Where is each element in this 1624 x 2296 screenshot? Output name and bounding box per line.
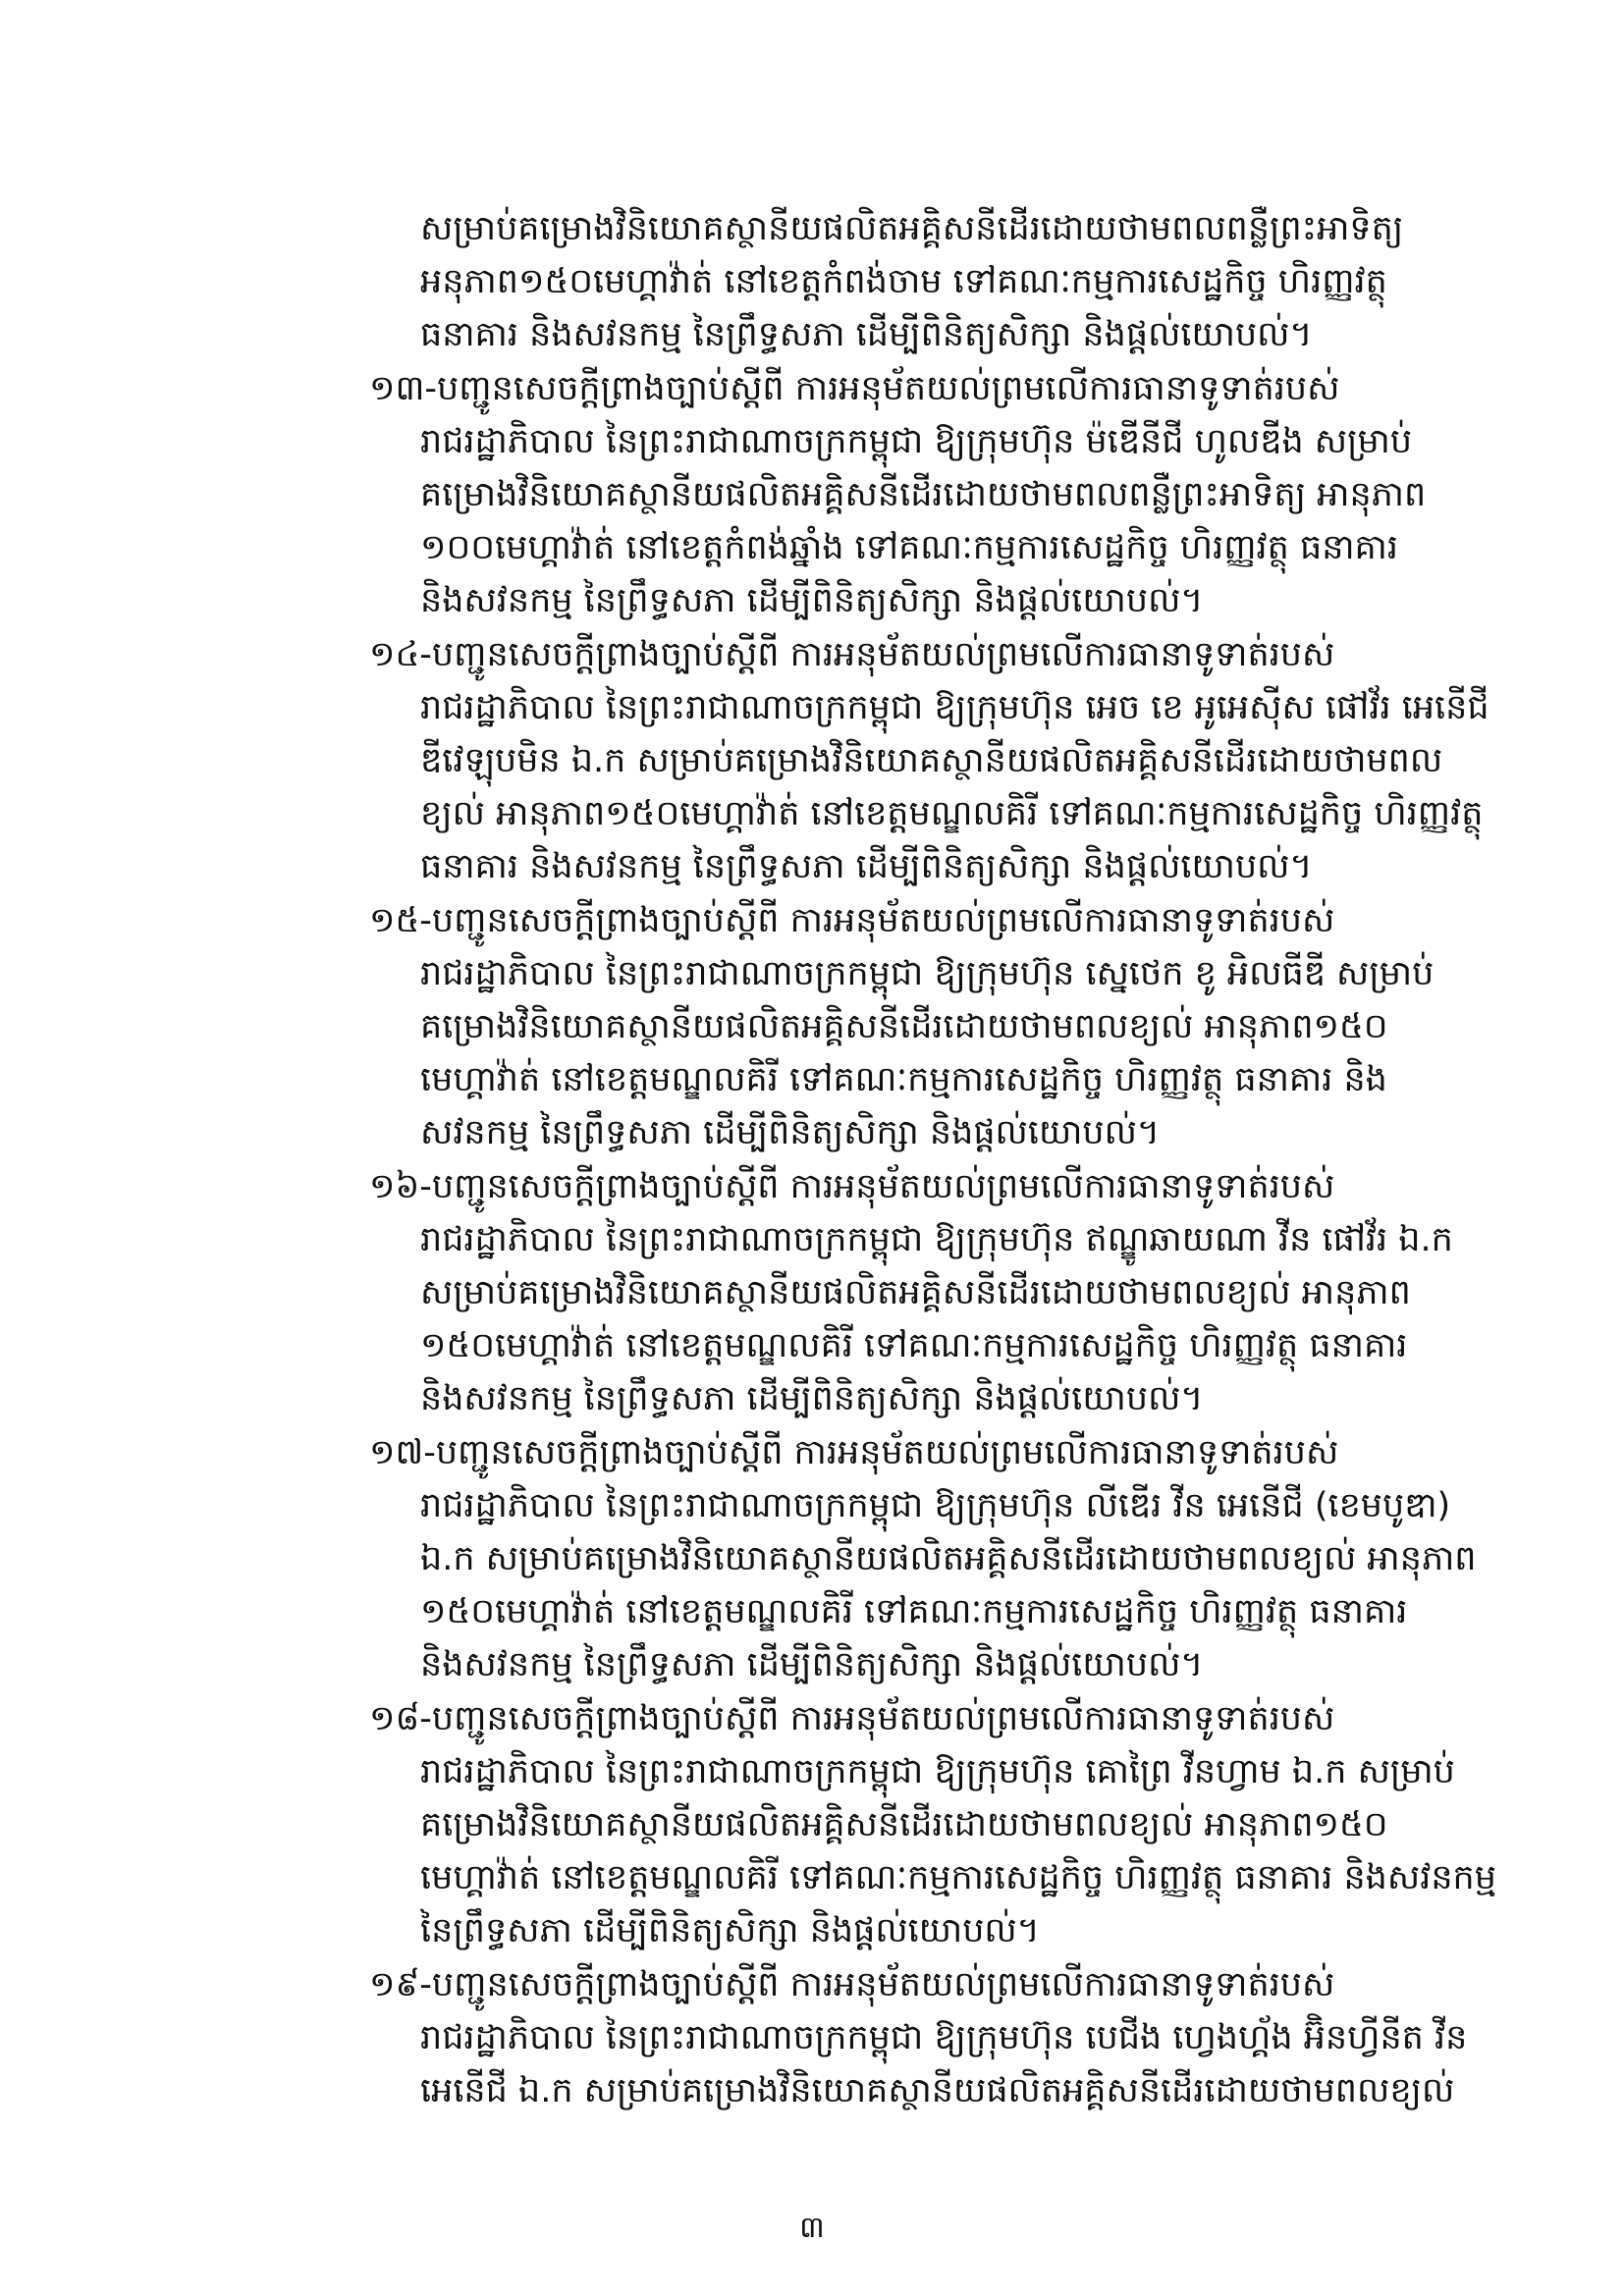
text-line: ១៩-បញ្ជូនសេចក្តីព្រាងច្បាប់ស្តីពី ការអនុម័តយល់ព្រមលើការធានាទូទាត់របស់: [369, 1965, 1335, 2004]
text-line: និងសវនកម្ម នៃព្រឹទ្ធសភា ដើម្បីពិនិត្យសិក្សា និងផ្តល់យោបល់។: [420, 581, 1204, 620]
text-line: ឌីវេឡុបមិន ឯ.ក សម្រាប់គម្រោងវិនិយោគស្ថានីយផលិតអគ្គិសនីដើរដោយថាមពល: [420, 741, 1443, 780]
text-line: ១៨-បញ្ជូនសេចក្តីព្រាងច្បាប់ស្តីពី ការអនុម័តយល់ព្រមលើការធានាទូទាត់របស់: [369, 1699, 1335, 1738]
text-line: រាជរដ្ឋាភិបាល នៃព្រះរាជាណាចក្រកម្ពុជា ឱ្យក្រុមហ៊ុន គោព្រៃ វីនហ្វាម ឯ.ក សម្រាប់: [420, 1752, 1455, 1791]
text-line: រាជរដ្ឋាភិបាល នៃព្រះរាជាណាចក្រកម្ពុជា ឱ្យក្រុមហ៊ុន ឥណ្ឌូឆាយណា វីន ផៅវ័រ ឯ.ក: [420, 1220, 1453, 1259]
text-line: នៃព្រឹទ្ធសភា ដើម្បីពិនិត្យសិក្សា និងផ្តល់យោបល់។: [420, 1911, 1040, 1950]
text-line: ខ្យល់ អានុភាព១៥០មេហ្គាវ៉ាត់ នៅខេត្តមណ្ឌលគិរី ទៅគណៈកម្មការសេដ្ឋកិច្ច ហិរញ្ញវត្ថុ: [420, 794, 1484, 833]
text-line: សវនកម្ម នៃព្រឹទ្ធសភា ដើម្បីពិនិត្យសិក្សា និងផ្តល់យោបល់។: [420, 1113, 1161, 1152]
text-line: ធនាគារ និងសវនកម្ម នៃព្រឹទ្ធសភា ដើម្បីពិនិត្យសិក្សា និងផ្តល់យោបល់។: [420, 315, 1313, 354]
text-line: មេហ្គាវ៉ាត់ នៅខេត្តមណ្ឌលគិរី ទៅគណៈកម្មការសេដ្ឋកិច្ច ហិរញ្ញវត្ថុ ធនាគារ និងសវនកម្ម: [420, 1858, 1496, 1897]
text-line: មេហ្គាវ៉ាត់ នៅខេត្តមណ្ឌលគិរី ទៅគណៈកម្មការសេដ្ឋកិច្ច ហិរញ្ញវត្ថុ ធនាគារ និង: [420, 1060, 1387, 1099]
text-line: អេនើជី ឯ.ក សម្រាប់គម្រោងវិនិយោគស្ថានីយផលិតអគ្គិសនីដើរដោយថាមពលខ្យល់: [420, 2071, 1455, 2110]
text-line: គម្រោងវិនិយោគស្ថានីយផលិតអគ្គិសនីដើរដោយថាមពលពន្លឺព្រះអាទិត្យ អានុភាព: [420, 475, 1427, 514]
text-line: ធនាគារ និងសវនកម្ម នៃព្រឹទ្ធសភា ដើម្បីពិនិត្យសិក្សា និងផ្តល់យោបល់។: [420, 847, 1313, 886]
text-line: និងសវនកម្ម នៃព្រឹទ្ធសភា ដើម្បីពិនិត្យសិក្សា និងផ្តល់យោបល់។: [420, 1645, 1204, 1684]
text-line: គម្រោងវិនិយោគស្ថានីយផលិតអគ្គិសនីដើរដោយថាមពលខ្យល់ អានុភាព១៥០: [420, 1805, 1388, 1844]
text-line: ឯ.ក សម្រាប់គម្រោងវិនិយោគស្ថានីយផលិតអគ្គិសនីដើរដោយថាមពលខ្យល់ អានុភាព: [420, 1539, 1477, 1578]
text-line: ១៧-បញ្ជូនសេចក្តីព្រាងច្បាប់ស្តីពី ការអនុម័តយល់ព្រមលើការធានាទូទាត់របស់: [369, 1433, 1339, 1472]
text-line: ១៥០មេហ្គាវ៉ាត់ នៅខេត្តមណ្ឌលគិរី ទៅគណៈកម្មការសេដ្ឋកិច្ច ហិរញ្ញវត្ថុ ធនាគារ: [420, 1592, 1408, 1631]
text-line: រាជរដ្ឋាភិបាល នៃព្រះរាជាណាចក្រកម្ពុជា ឱ្យក្រុមហ៊ុន អេច ខេ អូអេស៊ីស ផៅវ័រ អេនើជី: [420, 688, 1489, 727]
text-line: ១៥០មេហ្គាវ៉ាត់ នៅខេត្តមណ្ឌលគិរី ទៅគណៈកម្មការសេដ្ឋកិច្ច ហិរញ្ញវត្ថុ ធនាគារ: [420, 1326, 1408, 1365]
text-line: ១០០មេហ្គាវ៉ាត់ នៅខេត្តកំពង់ឆ្នាំង ទៅគណៈកម្មការសេដ្ឋកិច្ច ហិរញ្ញវត្ថុ ធនាគារ: [420, 528, 1398, 567]
text-line: សម្រាប់គម្រោងវិនិយោគស្ថានីយផលិតអគ្គិសនីដើរដោយថាមពលពន្លឺព្រះអាទិត្យ: [420, 209, 1404, 248]
text-line: អនុភាព១៥០មេហ្គាវ៉ាត់ នៅខេត្តកំពង់ចាម ទៅគណៈកម្មការសេដ្ឋកិច្ច ហិរញ្ញវត្ថុ: [420, 262, 1387, 301]
text-line: ១៤-បញ្ជូនសេចក្តីព្រាងច្បាប់ស្តីពី ការអនុម័តយល់ព្រមលើការធានាទូទាត់របស់: [369, 635, 1335, 674]
text-line: រាជរដ្ឋាភិបាល នៃព្រះរាជាណាចក្រកម្ពុជា ឱ្យក្រុមហ៊ុន ស្នេថេក ខូ អិលធីឌី សម្រាប់: [420, 954, 1435, 993]
text-line: គម្រោងវិនិយោគស្ថានីយផលិតអគ្គិសនីដើរដោយថាមពលខ្យល់ អានុភាព១៥០: [420, 1007, 1388, 1046]
text-line: ១៣-បញ្ជូនសេចក្តីព្រាងច្បាប់ស្តីពី ការអនុម័តយល់ព្រមលើការធានាទូទាត់របស់: [369, 369, 1340, 408]
text-line: សម្រាប់គម្រោងវិនិយោគស្ថានីយផលិតអគ្គិសនីដើរដោយថាមពលខ្យល់ អានុភាព: [420, 1273, 1411, 1312]
text-line: និងសវនកម្ម នៃព្រឹទ្ធសភា ដើម្បីពិនិត្យសិក្សា និងផ្តល់យោបល់។: [420, 1379, 1204, 1418]
text-line: ១៦-បញ្ជូនសេចក្តីព្រាងច្បាប់ស្តីពី ការអនុម័តយល់ព្រមលើការធានាទូទាត់របស់: [369, 1167, 1335, 1206]
text-line: ១៥-បញ្ជូនសេចក្តីព្រាងច្បាប់ស្តីពី ការអនុម័តយល់ព្រមលើការធានាទូទាត់របស់: [369, 901, 1335, 940]
text-line: រាជរដ្ឋាភិបាល នៃព្រះរាជាណាចក្រកម្ពុជា ឱ្យក្រុមហ៊ុន លីឌើរ វីន អេនើជី (ខេមបូឌា): [420, 1486, 1451, 1525]
text-line: រាជរដ្ឋាភិបាល នៃព្រះរាជាណាចក្រកម្ពុជា ឱ្យក្រុមហ៊ុន ម៉ឌើនីជី ហូលឌីង សម្រាប់: [420, 422, 1413, 461]
page-number: ៣: [799, 2211, 825, 2245]
text-line: រាជរដ្ឋាភិបាល នៃព្រះរាជាណាចក្រកម្ពុជា ឱ្យក្រុមហ៊ុន បេជីង ហ្វេងហ្គ័ង អ៊ិនហ្វីនីត វីន: [420, 2018, 1468, 2057]
